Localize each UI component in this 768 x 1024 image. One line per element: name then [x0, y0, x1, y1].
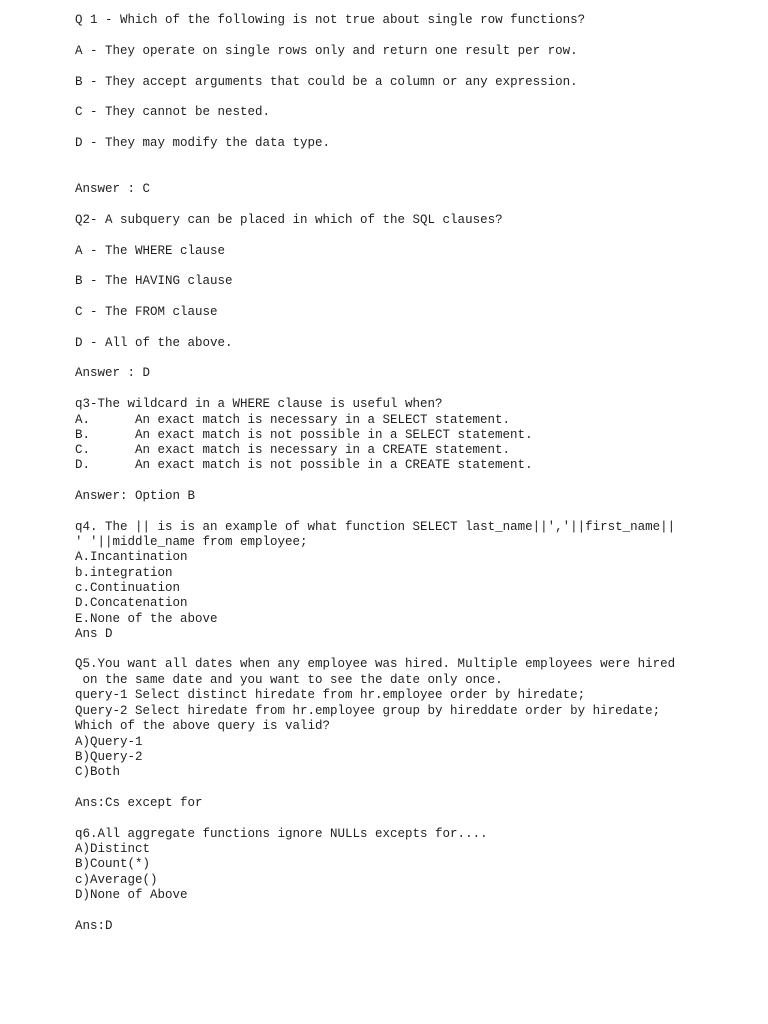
q5-answer: Ans:Cs except for: [75, 796, 203, 810]
q5-line-4: Query-2 Select hiredate from hr.employee group by hireddate order by hiredate;: [75, 704, 661, 718]
q1-question: Q 1 - Which of the following is not true about single row functions?: [75, 13, 586, 27]
q4-question-line-2: ' '||middle_name from employee;: [75, 535, 308, 549]
q4-option-e: E.None of the above: [75, 612, 218, 626]
q2-option-a: A - The WHERE clause: [75, 244, 226, 258]
q6-option-c: c)Average(): [75, 873, 158, 887]
q3-option-a-text: An exact match is necessary in a SELECT statement.: [135, 413, 511, 427]
q1-option-d: D - They may modify the data type.: [75, 136, 331, 150]
q4-option-a: A.Incantination: [75, 550, 188, 564]
q3-option-c-letter: C.: [75, 443, 91, 457]
q5-line-1: Q5.You want all dates when any employee was hired. Multiple employees were hired: [75, 657, 676, 671]
q5-option-b: B)Query-2: [75, 750, 143, 764]
q3-option-b-text: An exact match is not possible in a SELECT statement.: [135, 428, 533, 442]
q5-line-5: Which of the above query is valid?: [75, 719, 331, 733]
q3-option-d-text: An exact match is not possible in a CREATE statement.: [135, 458, 533, 472]
q5-option-a: A)Query-1: [75, 735, 143, 749]
q3-question: q3-The wildcard in a WHERE clause is useful when?: [75, 397, 443, 411]
q5-line-2: on the same date and you want to see the date only once.: [75, 673, 503, 687]
q4-answer: Ans D: [75, 627, 113, 641]
q3-option-b-letter: B.: [75, 428, 91, 442]
q2-question: Q2- A subquery can be placed in which of the SQL clauses?: [75, 213, 503, 227]
q4-option-c: c.Continuation: [75, 581, 181, 595]
q6-option-a: A)Distinct: [75, 842, 151, 856]
q2-answer: Answer : D: [75, 366, 151, 380]
q2-option-c: C - The FROM clause: [75, 305, 218, 319]
q4-option-b: b.integration: [75, 566, 173, 580]
q3-option-a-letter: A.: [75, 413, 91, 427]
q3-answer: Answer: Option B: [75, 489, 196, 503]
q2-option-d: D - All of the above.: [75, 336, 233, 350]
q6-option-b: B)Count(*): [75, 857, 151, 871]
q2-option-b: B - The HAVING clause: [75, 274, 233, 288]
q1-option-a: A - They operate on single rows only and return one result per row.: [75, 44, 578, 58]
q1-option-b: B - They accept arguments that could be a column or any expression.: [75, 75, 578, 89]
q5-line-3: query-1 Select distinct hiredate from hr.employee order by hiredate;: [75, 688, 586, 702]
q6-option-d: D)None of Above: [75, 888, 188, 902]
q1-answer: Answer : C: [75, 182, 151, 196]
q4-question-line-1: q4. The || is is an example of what function SELECT last_name||','||first_name||: [75, 520, 676, 534]
q1-option-c: C - They cannot be nested.: [75, 105, 271, 119]
q3-option-c-text: An exact match is necessary in a CREATE statement.: [135, 443, 511, 457]
q3-option-d-letter: D.: [75, 458, 91, 472]
q5-option-c: C)Both: [75, 765, 121, 779]
q4-option-d: D.Concatenation: [75, 596, 188, 610]
q6-answer: Ans:D: [75, 919, 113, 933]
q6-question: q6.All aggregate functions ignore NULLs excepts for....: [75, 827, 488, 841]
